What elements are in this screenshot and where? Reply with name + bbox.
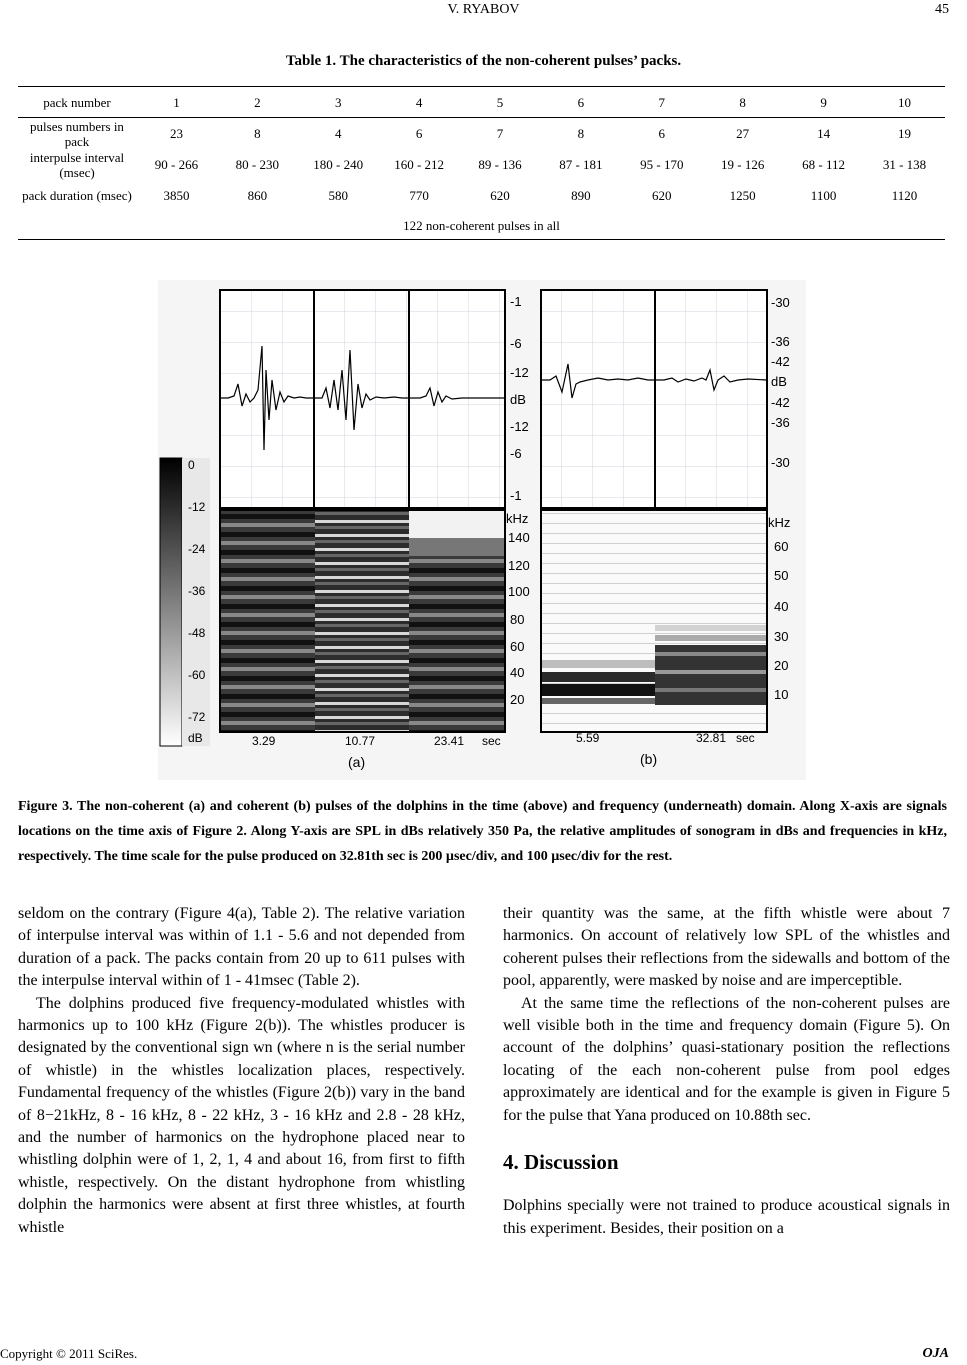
freq-tick: 20 xyxy=(510,692,525,707)
panel-b-sonogram xyxy=(541,510,767,732)
paragraph: their quantity was the same, at the fifth whistle were about 7 harmonics. On account of relatively low SPL of the whistles and coherent pulses their reflections from the sidewalls and bottom of the pool, apparently, were masked by noise and are imperceptible. xyxy=(503,905,950,990)
db-unit: dB xyxy=(771,374,787,389)
table-cell: 31 - 138 xyxy=(882,157,927,172)
freq-unit: kHz xyxy=(506,511,529,526)
freq-tick: 60 xyxy=(510,639,525,654)
table-cell: 4 xyxy=(334,126,342,141)
header-cell: 9 xyxy=(783,87,864,118)
table-row xyxy=(18,118,945,150)
characteristics-table xyxy=(18,86,945,240)
db-tick: -30 xyxy=(771,455,790,470)
table-cell: 890 xyxy=(571,188,591,203)
colorbar-unit: dB xyxy=(188,731,203,745)
freq-tick: 20 xyxy=(774,658,789,673)
table-row xyxy=(18,180,945,211)
table-cell: 6 xyxy=(658,126,666,141)
panel-a-sonogram xyxy=(220,510,505,732)
freq-tick: 50 xyxy=(774,568,789,583)
header-cell: 4 xyxy=(379,87,460,118)
header-cell: 3 xyxy=(298,87,379,118)
db-tick: -6 xyxy=(510,336,522,351)
freq-tick: 40 xyxy=(774,599,789,614)
panel-label-a: (a) xyxy=(348,754,366,770)
panel-label-b: (b) xyxy=(640,751,658,767)
time-label: 3.29 xyxy=(252,734,276,748)
time-label: 32.81 xyxy=(696,731,727,745)
colorbar xyxy=(160,458,182,746)
db-unit: dB xyxy=(510,392,526,407)
table-footer-row xyxy=(18,211,945,240)
time-label: 23.41 xyxy=(434,734,465,748)
body-column-left xyxy=(18,903,465,1239)
table-cell: 7 xyxy=(496,126,504,141)
table-cell: 27 xyxy=(736,126,750,141)
header-cell: 1 xyxy=(136,87,217,118)
header-cell: 6 xyxy=(540,87,621,118)
db-tick: -12 xyxy=(510,365,529,380)
colorbar-tick: -48 xyxy=(188,626,206,640)
table-cell: 19 - 126 xyxy=(721,157,765,172)
footer-copyright: Copyright © 2011 SciRes. xyxy=(0,1346,138,1361)
table-cell: 68 - 112 xyxy=(802,157,845,172)
table-cell: 89 - 136 xyxy=(478,157,522,172)
freq-unit: kHz xyxy=(768,515,791,530)
figure-caption: Figure 3. The non-coherent (a) and coherent (b) pulses of the dolphins in the time (above) and frequency (underneath) domain. Along X-axis are signals locations on the time axis of Figure 2. Along Y-axis are SPL in dBs relatively 350 Pa, the relative amplitudes of sonogram in dBs and frequencies in kHz, respectively. The time scale for the pulse produced on 32.81th sec is 200 µsec/div, and 100 µsec/div for the rest. xyxy=(18,799,947,864)
db-tick: -36 xyxy=(771,334,790,349)
table-row xyxy=(18,149,945,180)
panel-b-waveform xyxy=(541,290,767,508)
freq-tick: 10 xyxy=(774,687,789,702)
table-header-row xyxy=(18,87,945,118)
header-cell: 8 xyxy=(702,87,783,118)
table-cell: 95 - 170 xyxy=(640,157,684,172)
paragraph: Dolphins specially were not trained to produce acoustical signals in this experiment. Besides, their position on a xyxy=(503,1197,950,1237)
db-tick: -42 xyxy=(771,395,790,410)
db-tick: -12 xyxy=(510,419,529,434)
db-tick: -1 xyxy=(510,488,522,503)
table-cell: 1250 xyxy=(729,188,756,203)
freq-tick: 40 xyxy=(510,665,525,680)
table-cell: 8 xyxy=(577,126,585,141)
colorbar-tick: 0 xyxy=(188,458,195,472)
db-tick: -42 xyxy=(771,354,790,369)
page-number: 45 xyxy=(935,2,949,17)
panel-a-waveform xyxy=(220,290,505,508)
table-cell: 160 - 212 xyxy=(394,157,445,172)
colorbar-tick: -72 xyxy=(188,710,206,724)
paragraph: At the same time the reflections of the non-coherent pulses are well visible both in the time and frequency domain (Figure 5). On account of the dolphins’ quasi-stationary position the reflections locating of the each non-coherent pulse from pool edges approximately are identical and for the example is given in Figure 5 for the pulse that Yana produced on 10.88th sec. xyxy=(503,994,950,1124)
table-cell: 90 - 266 xyxy=(154,157,199,172)
footer-journal: OJA xyxy=(922,1346,949,1361)
colorbar-tick: -24 xyxy=(188,542,206,556)
db-tick: -1 xyxy=(510,294,522,309)
table-cell: 19 xyxy=(898,126,911,141)
header-cell: 7 xyxy=(621,87,702,118)
table-cell: 1120 xyxy=(891,188,918,203)
freq-tick: 30 xyxy=(774,629,789,644)
paragraph: seldom on the contrary (Figure 4(a), Table 2). The relative variation of interpulse interval was within of 1.1 - 5.6 and not depended from duration of a pack. The packs contain from 20 up to 611 pulses with the interpulse interval within of 1 - 41msec (Table 2). xyxy=(18,905,465,990)
figure-3 xyxy=(158,280,806,780)
body-column-right xyxy=(503,903,950,1240)
section-heading: 4. Discussion xyxy=(503,1150,619,1175)
table-cell: 620 xyxy=(490,188,510,203)
time-unit: sec xyxy=(736,731,755,745)
table-cell: 23 xyxy=(169,126,183,141)
freq-tick: 80 xyxy=(510,612,525,627)
db-tick: -30 xyxy=(771,295,790,310)
row-label: pack duration (msec) xyxy=(22,188,132,203)
table-caption: Table 1. The characteristics of the non-coherent pulses’ packs. xyxy=(285,53,682,69)
db-tick: -6 xyxy=(510,446,522,461)
colorbar-tick: -60 xyxy=(188,668,206,682)
table-cell: 620 xyxy=(652,188,672,203)
db-tick: -36 xyxy=(771,415,790,430)
colorbar-tick: -12 xyxy=(188,500,206,514)
time-unit: sec xyxy=(482,734,501,748)
table-cell: 14 xyxy=(817,126,831,141)
time-label: 10.77 xyxy=(345,734,376,748)
header-cell: 2 xyxy=(217,87,298,118)
freq-tick: 100 xyxy=(508,584,530,599)
freq-tick: 60 xyxy=(774,539,789,554)
table-cell: 860 xyxy=(247,188,268,203)
table-cell: 80 - 230 xyxy=(235,157,279,172)
table-total: 122 non-coherent pulses in all xyxy=(18,211,945,240)
colorbar-tick: -36 xyxy=(188,584,206,598)
table-cell: 87 - 181 xyxy=(559,157,603,172)
row-label: interpulse interval (msec) xyxy=(29,149,125,180)
table-cell: 8 xyxy=(254,126,261,141)
table-cell: 6 xyxy=(415,126,423,141)
table-cell: 1100 xyxy=(810,188,837,203)
row-label: pulses numbers in pack xyxy=(30,118,124,149)
header-cell: 10 xyxy=(864,87,945,118)
table-cell: 770 xyxy=(409,188,429,203)
header-label: pack number xyxy=(18,87,136,118)
running-header-author: V. RYABOV xyxy=(447,2,520,17)
freq-tick: 120 xyxy=(508,558,530,573)
table-cell: 3850 xyxy=(163,188,190,203)
time-label: 5.59 xyxy=(576,731,600,745)
paragraph: The dolphins produced five frequency-modulated whistles with harmonics up to 100 kHz (Figure 2(b)). The whistles producer is designated by the conventional sign wn (where n is the serial number of whistle) in the whistles localization places, respectively. Fundamental frequency of the whistles (Figure 2(b)) vary in the band of 8−21kHz, 8 - 16 kHz, 8 - 22 kHz, 3 - 16 kHz and 2.8 - 28 kHz, and the number of harmonics on the hydrophone placed near to whistling dolphin were of 1, 2, 1, 4 and about 16, from first to fifth whistle, respectively. On the distant hydrophone from whistling dolphin the harmonics were absent at first three whistles, at fourth whistle xyxy=(18,994,465,1236)
freq-tick: 140 xyxy=(508,530,530,545)
table-cell: 180 - 240 xyxy=(313,157,364,172)
header-cell: 5 xyxy=(460,87,541,118)
table-cell: 580 xyxy=(328,188,348,203)
